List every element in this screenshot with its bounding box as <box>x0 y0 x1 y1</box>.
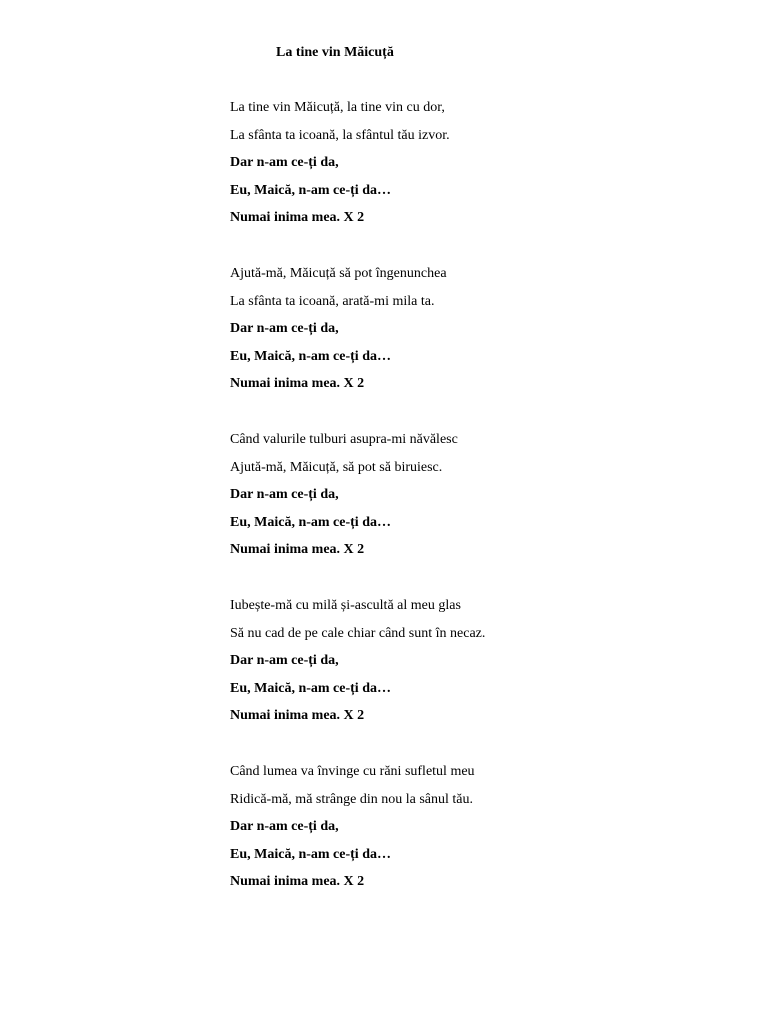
stanza <box>230 265 730 403</box>
refrain-line: Dar n-am ce-ți da, <box>230 819 339 835</box>
stanza <box>230 763 730 901</box>
refrain-line: Numai inima mea. X 2 <box>230 874 365 890</box>
verse-line: Ajută-mă, Măicuță, să pot să biruiesc. <box>230 459 443 475</box>
verse-line: La sfânta ta icoană, la sfântul tău izvor. <box>230 127 450 143</box>
verse-line: Când valurile tulburi asupra-mi năvălesc <box>230 432 458 447</box>
stanza <box>230 431 730 569</box>
song-title: La tine vin Măicuță <box>276 45 394 60</box>
stanza <box>230 99 730 237</box>
refrain-line: Numai inima mea. X 2 <box>230 542 365 558</box>
verse-line: Ridică-mă, mă strânge din nou la sânul tău. <box>230 791 473 807</box>
verse-line: Să nu cad de pe cale chiar când sunt în necaz. <box>230 625 486 641</box>
refrain-line: Dar n-am ce-ți da, <box>230 155 339 171</box>
refrain-line: Eu, Maică, n-am ce-ți da… <box>230 514 391 530</box>
verse-line: La tine vin Măicuță, la tine vin cu dor, <box>230 100 445 115</box>
refrain-line: Eu, Maică, n-am ce-ți da… <box>230 182 391 198</box>
refrain-line: Dar n-am ce-ți da, <box>230 653 339 669</box>
refrain-line: Dar n-am ce-ți da, <box>230 321 339 337</box>
stanza <box>230 597 730 735</box>
refrain-line: Eu, Maică, n-am ce-ți da… <box>230 348 391 364</box>
refrain-line: Dar n-am ce-ți da, <box>230 487 339 503</box>
verse-line: Când lumea va învinge cu răni sufletul meu <box>230 764 475 779</box>
refrain-line: Numai inima mea. X 2 <box>230 210 365 226</box>
refrain-line: Numai inima mea. X 2 <box>230 708 365 724</box>
refrain-line: Eu, Maică, n-am ce-ți da… <box>230 680 391 696</box>
refrain-line: Numai inima mea. X 2 <box>230 376 365 392</box>
refrain-line: Eu, Maică, n-am ce-ți da… <box>230 846 391 862</box>
verse-line: La sfânta ta icoană, arată-mi mila ta. <box>230 293 435 309</box>
verse-line: Ajută-mă, Măicuță să pot îngenunchea <box>230 266 447 281</box>
verse-line: Iubește-mă cu milă și-ascultă al meu glas <box>230 598 461 613</box>
